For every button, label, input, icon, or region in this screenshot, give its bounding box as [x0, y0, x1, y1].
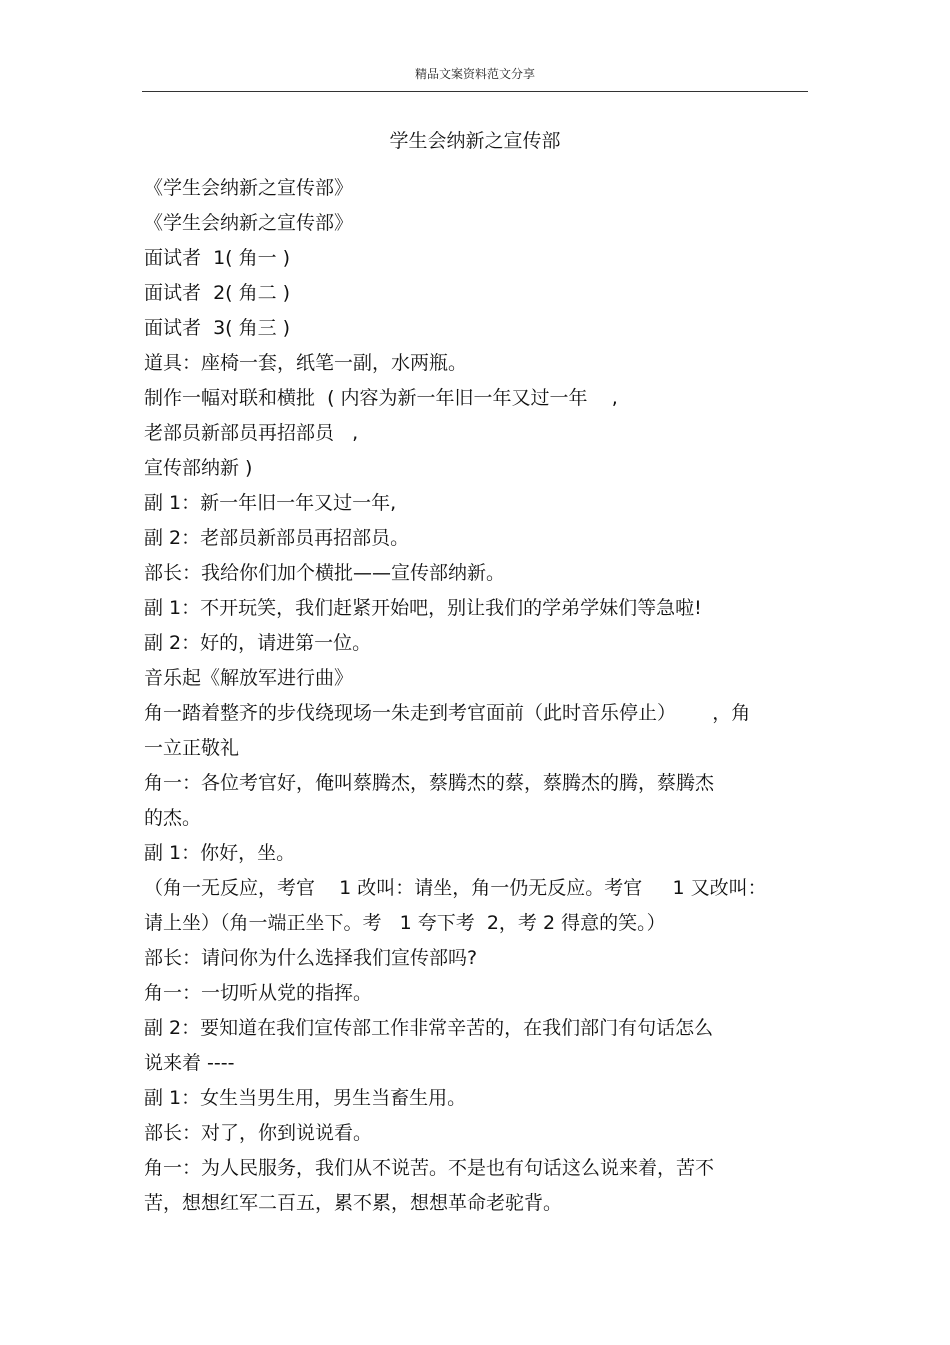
text-line: 制作一幅对联和横批 ( 内容为新一年旧一年又过一年 , — [144, 387, 618, 409]
text-line: 副 1：新一年旧一年又过一年, — [144, 492, 397, 514]
text-line: 角一踏着整齐的步伐绕现场一朱走到考官面前（此时音乐停止） ，角 — [144, 702, 751, 724]
text-line: 副 2：好的，请进第一位。 — [144, 632, 372, 654]
text-line: 角一：为人民服务，我们从不说苦。不是也有句话这么说来着，苦不 — [144, 1157, 715, 1179]
text-line: 角一：各位考官好，俺叫蔡腾杰，蔡腾杰的蔡，蔡腾杰的腾，蔡腾杰 — [144, 772, 715, 794]
document-body — [144, 171, 808, 1221]
text-line: 面试者 2( 角二 ) — [144, 282, 291, 304]
text-line: 老部员新部员再招部员 , — [144, 422, 359, 444]
text-line: 角一：一切听从党的指挥。 — [144, 982, 373, 1004]
text-line: 副 1：女生当男生用，男生当畜生用。 — [144, 1087, 467, 1109]
text-line: 部长：我给你们加个横批——宣传部纳新。 — [144, 562, 506, 584]
text-line: 副 2：要知道在我们宣传部工作非常辛苦的，在我们部门有句话怎么 — [144, 1017, 714, 1039]
page-header: 精品文案资料范文分享 — [414, 67, 535, 81]
text-line: 音乐起《解放军进行曲》 — [144, 667, 354, 689]
text-line: 《学生会纳新之宣传部》 — [144, 177, 354, 199]
text-line: 部长：请问你为什么选择我们宣传部吗? — [144, 947, 478, 969]
text-line: 一立正敬礼 — [144, 737, 240, 759]
text-line: 的杰。 — [144, 807, 202, 829]
document-title: 学生会纳新之宣传部 — [389, 130, 561, 152]
text-line: 副 1：你好，坐。 — [144, 842, 296, 864]
text-line: （角一无反应，考官 1 改叫：请坐，角一仍无反应。考官 1 又改叫： — [144, 877, 767, 899]
text-line: 部长：对了，你到说说看。 — [144, 1122, 373, 1144]
text-line: 苦，想想红军二百五，累不累，想想革命老驼背。 — [144, 1192, 563, 1214]
text-line: 请上坐）（角一端正坐下。考 1 夸下考 2，考 2 得意的笑。） — [144, 912, 666, 934]
text-line: 道具：座椅一套，纸笔一副，水两瓶。 — [144, 352, 468, 374]
text-line: 《学生会纳新之宣传部》 — [144, 212, 354, 234]
header-divider — [142, 91, 808, 92]
text-line: 副 2：老部员新部员再招部员。 — [144, 527, 410, 549]
text-line: 面试者 1( 角一 ) — [144, 247, 291, 269]
text-line: 面试者 3( 角三 ) — [144, 317, 291, 339]
text-line: 宣传部纳新 ) — [144, 457, 253, 479]
text-line: 说来着 ---- — [144, 1052, 235, 1074]
text-line: 副 1：不开玩笑，我们赶紧开始吧，别让我们的学弟学妹们等急啦! — [144, 597, 702, 619]
